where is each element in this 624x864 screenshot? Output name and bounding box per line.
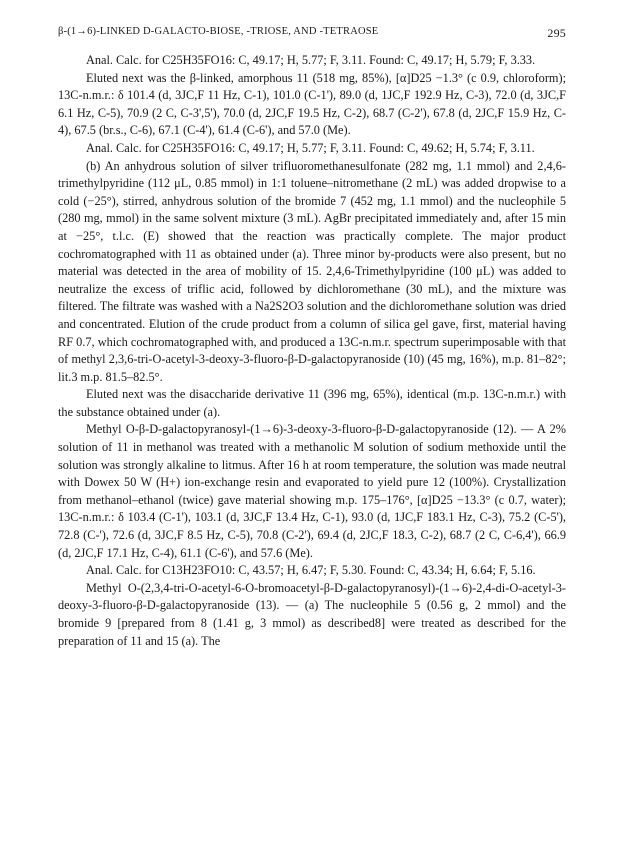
paragraph-compound-12: Methyl O-β-D-galactopyranosyl-(1→6)-3-deoxy-3-fluoro-β-D-galactopyranoside (12). — A 2% solution of 11 in methanol was treated with a methanolic M solution of sodium methoxide until the solution was strongly alkaline to litmus. After 16 h at room temperature, the solution was made neutral with Dowex 50 W (H+) ion-exchange resin and evaporated to yield pure 12 (100%). Crystallization from methanol–ethanol (twice) gave material showing m.p. 175–176°, [α]D25 −13.3° (c 0.7, water); 13C-n.m.r.: δ 103.4 (C-1'), 103.1 (d, 3JC,F 13.4 Hz, C-1), 93.0 (d, 1JC,F 183.1 Hz, C-3), 75.2 (C-5'), 72.8 (C-'), 72.6 (d, 3JC,F 8.5 Hz, C-5), 70.8 (C-2'), 69.4 (d, 2JC,F 18.3, C-2), 68.7 (2 C, C-6,4'), 66.9 (d, 2JC,F 17.1 Hz, C-4), 61.1 (C-6'), and 57.6 (Me). <box>58 422 566 560</box>
article-body <box>58 52 566 650</box>
paragraph-compound-13: Methyl O-(2,3,4-tri-O-acetyl-6-O-bromoacetyl-β-D-galactopyranosyl)-(1→6)-2,4-di-O-acetyl-3-deoxy-3-fluoro-β-D-galactopyranoside (13). — (a) The nucleophile 5 (0.56 g, 2 mmol) and the bromide 9 [prepared from 8 (1.41 g, 3 mmol) as described8] were treated as described for the preparation of 11 and 15 (a). The <box>58 580 566 648</box>
paragraph-anal-3: Anal. Calc. for C13H23FO10: C, 43.57; H, 6.47; F, 5.30. Found: C, 43.34; H, 6.64; F, 5.16. <box>86 563 536 578</box>
paragraph-eluted-disaccharide: Eluted next was the disaccharide derivative 11 (396 mg, 65%), identical (m.p. 13C-n.m.r.) with the substance obtained under (a). <box>58 387 566 419</box>
page-number: 295 <box>547 26 566 40</box>
paragraph-anal-2: Anal. Calc. for C25H35FO16: C, 49.17; H, 5.77; F, 3.11. Found: C, 49.62; H, 5.74; F, 3.11. <box>86 140 535 155</box>
running-title: β-(1→6)-LINKED D-GALACTO-BIOSE, -TRIOSE, AND -TETRAOSE <box>58 26 379 37</box>
paragraph-anal-1: Anal. Calc. for C25H35FO16: C, 49.17; H, 5.77; F, 3.11. Found: C, 49.17; H, 5.79; F, 3.33. <box>86 53 536 67</box>
paragraph-method-b: (b) An anhydrous solution of silver trifluoromethanesulfonate (282 mg, 1.1 mmol) and 2,4,6-trimethylpyridine (112 μL, 0.85 mmol) in 1:1 toluene–nitromethane (2 mL) was added dropwise to a cold (−25°), stirred, anhydrous solution of the bromide 7 (452 mg, 1.1 mmol) and the nucleophile 5 (280 mg, mmol) in the same solvent mixture (3 mL). AgBr precipitated immediately and, after 15 min at −25°, t.l.c. (E) showed that the reaction was practically complete. The major product cochromatographed with 11 as obtained under (a). Three minor by-products were also present, but no material was detected in the area of mobility of 15. 2,4,6-Trimethylpyridine (100 μL) was added to neutralize the excess of triflic acid, followed by dichloromethane (30 mL), and the mixture was filtered. The filtrate was washed with a Na2S2O3 solution and the dichloromethane solution was dried and concentrated. Elution of the crude product from a column of silica gel gave, first, material having RF 0.7, which cochromatographed with, and produced a 13C-n.m.r. spectrum superimposable with that of methyl 2,3,6-tri-O-acetyl-3-deoxy-3-fluoro-β-D-galactopyranoside (10) (45 mg, 16%), m.p. 81–82°; lit.3 m.p. 81.5–82.5°. <box>58 158 566 384</box>
running-header <box>58 26 566 42</box>
paragraph-eluted-11: Eluted next was the β-linked, amorphous 11 (518 mg, 85%), [α]D25 −1.3° (c 0.9, chloroform); 13C-n.m.r.: δ 101.4 (d, 3JC,F 11 Hz, C-1), 101.0 (C-1'), 89.0 (d, 1JC,F 192.9 Hz, C-3), 72.0 (d, 3JC,F 6.1 Hz, C-5), 70.9 (2 C, C-3',5'), 70.0 (d, 2JC,F 19.5 Hz, C-2), 68.7 (C-2'), 67.8 (d, 2JC,F 15.9 Hz, C-4), 67.5 (br.s., C-6), 67.1 (C-4'), 61.4 (C-6'), and 57.0 (Me). <box>58 70 566 138</box>
